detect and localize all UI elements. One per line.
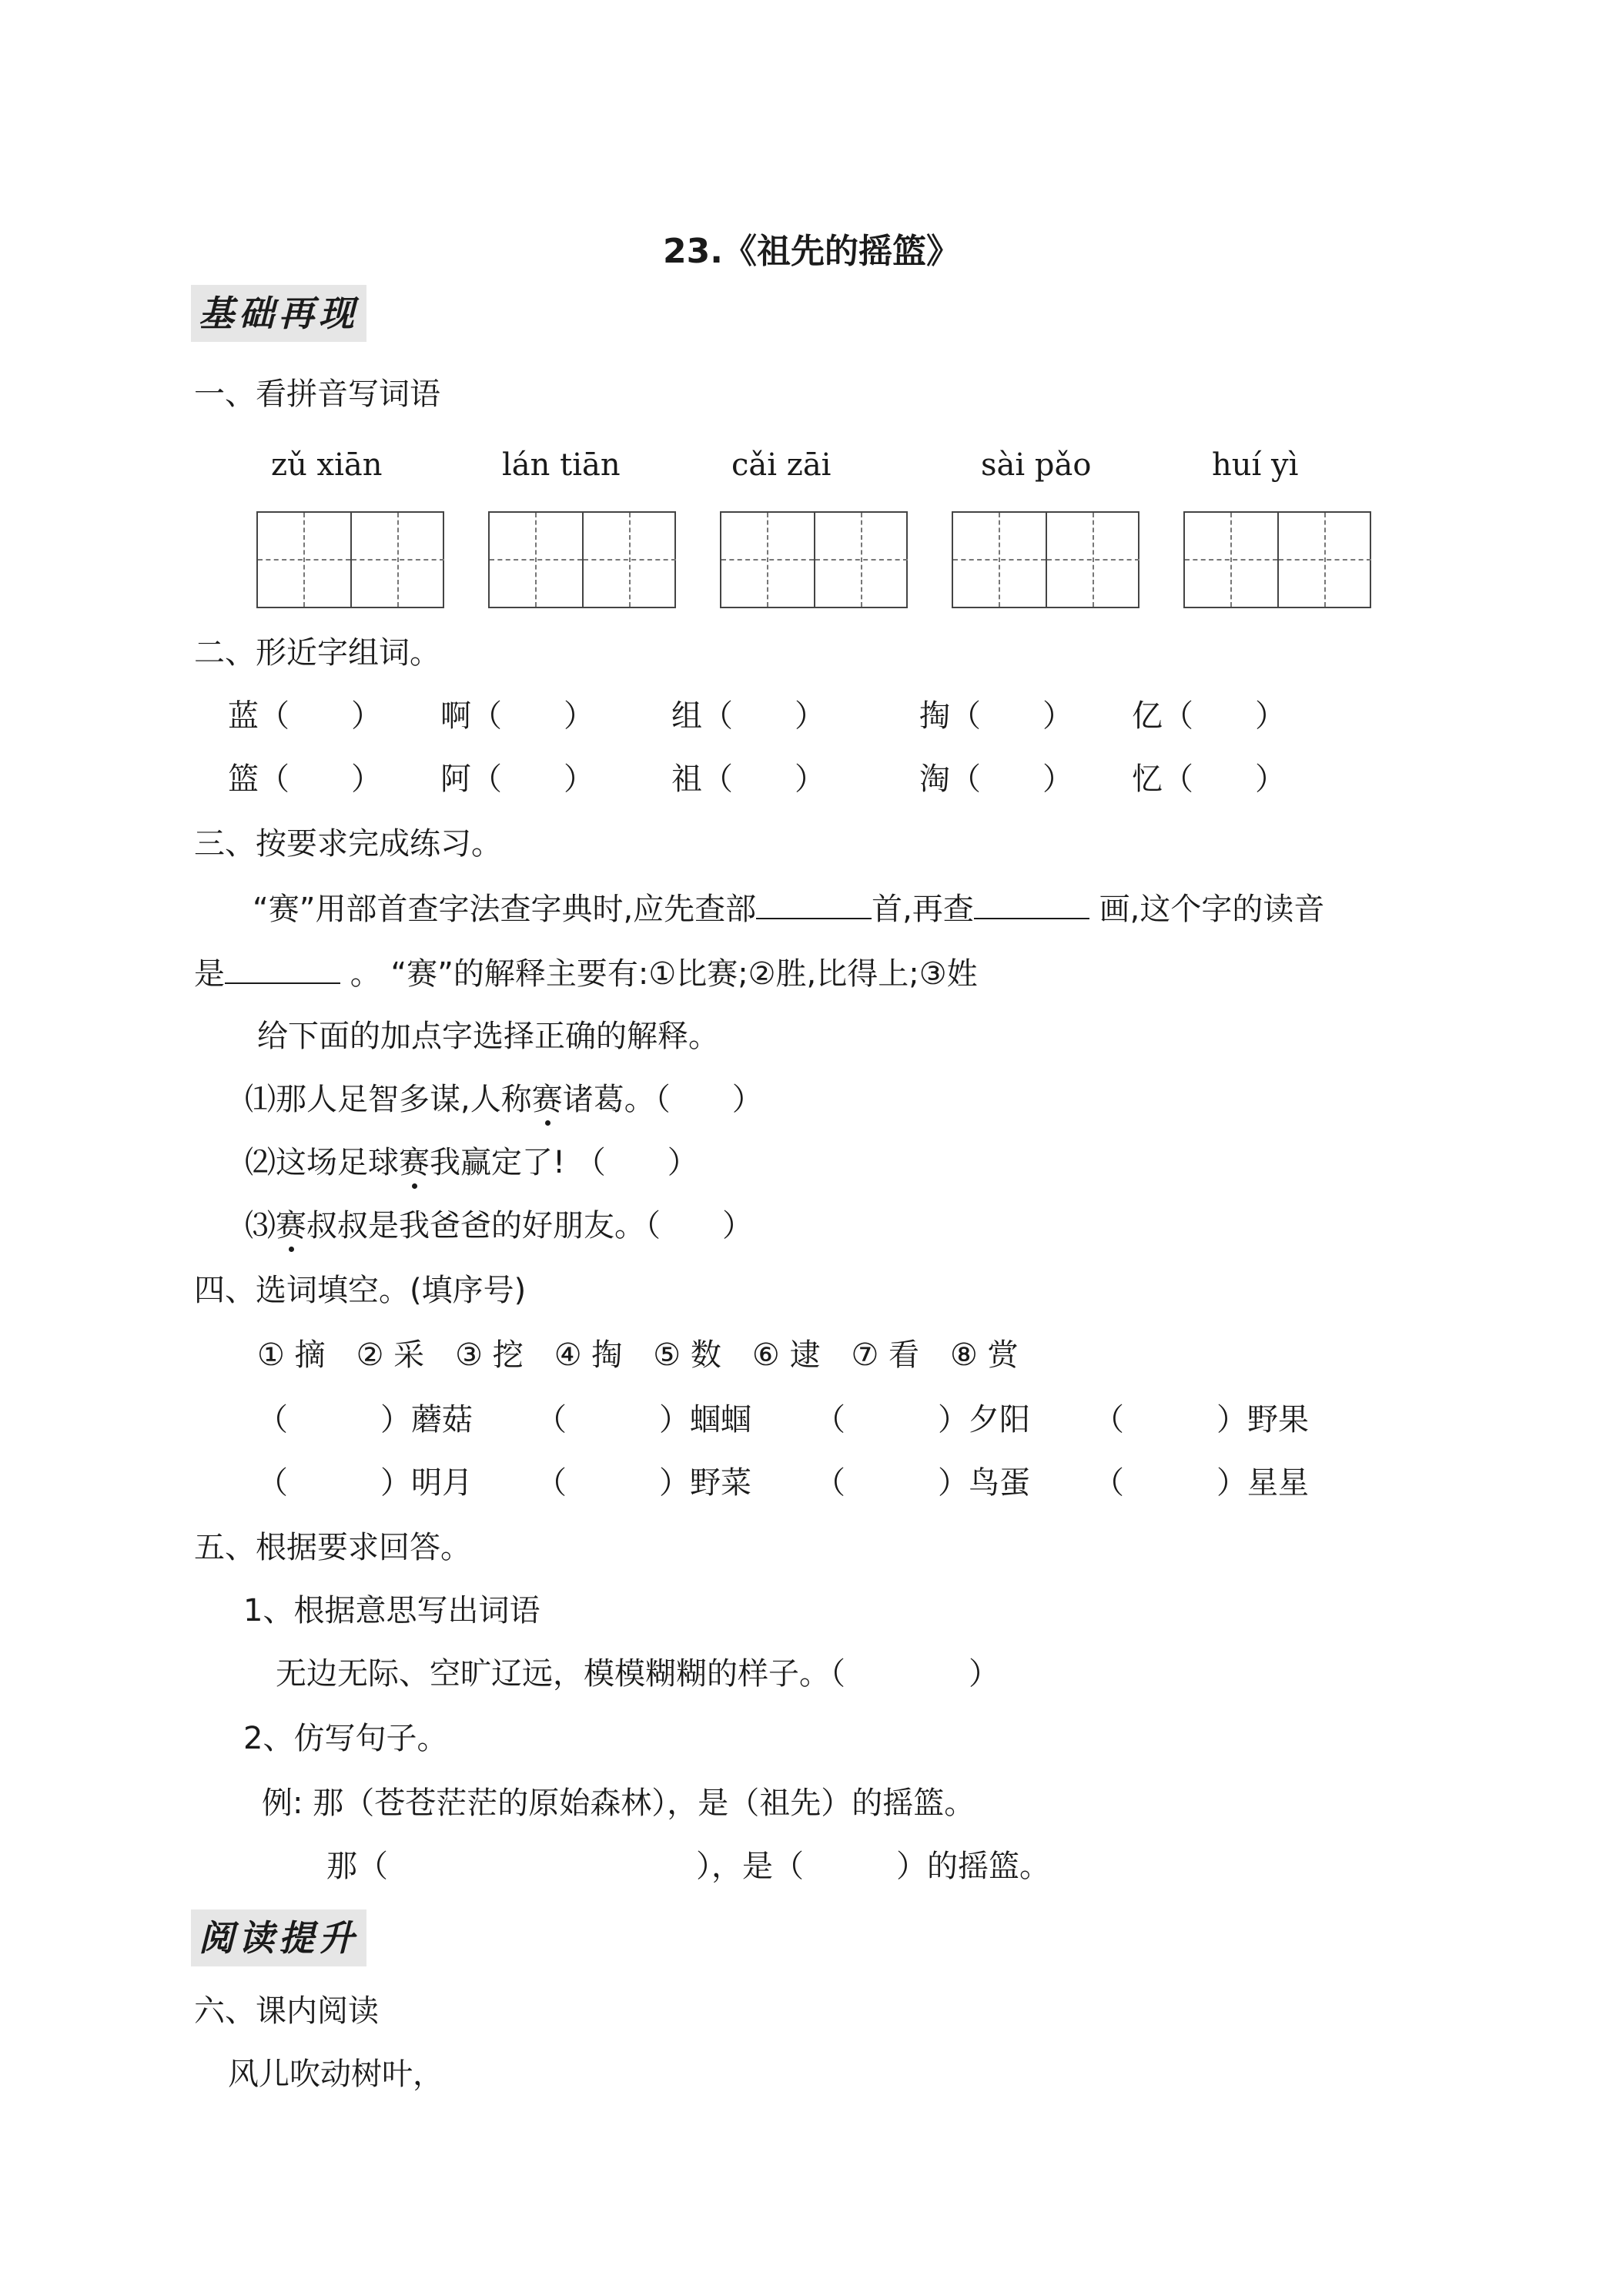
q2-item: 淘（ ） (919, 761, 1073, 797)
sentence-text: ⑶ (245, 1208, 276, 1243)
q4-item: （ ）鸟蛋 (815, 1465, 1030, 1501)
pinyin-4: sài pǎo (981, 447, 1092, 483)
q4-item: （ ）蘑菇 (257, 1402, 473, 1438)
q3-line2-text: 。 “赛”的解释主要有:①比赛;②胜,比得上;③姓 (340, 956, 978, 992)
q4-heading: 四、选词填空。(填序号) (194, 1273, 527, 1308)
sentence-text: 诸葛。（ ） (562, 1082, 763, 1117)
answer-blank[interactable] (974, 889, 1089, 919)
q3-line1-text: 首,再查 (872, 892, 974, 927)
q3-sentence-1 (245, 1079, 763, 1120)
pinyin-2: lán tiān (502, 447, 621, 483)
sentence-text: 叔叔是我爸爸的好朋友。（ ） (306, 1208, 753, 1243)
q4-item: （ ）野菜 (536, 1465, 751, 1501)
q5-heading: 五、根据要求回答。 (194, 1530, 471, 1565)
q2-item: 忆（ ） (1132, 761, 1286, 797)
q2-item: 啊（ ） (440, 698, 594, 734)
q5-sub1: 1、根据意思写出词语 (243, 1593, 540, 1628)
answer-blank[interactable] (756, 889, 872, 919)
q5-fill-sentence: 那（ ），是（ ）的摇篮。 (326, 1849, 1050, 1884)
q2-item: 掏（ ） (919, 698, 1073, 734)
q3-sentence-3 (245, 1206, 753, 1246)
q2-item: 阿（ ） (440, 761, 594, 797)
q4-item: （ ）夕阳 (815, 1402, 1030, 1438)
q2-item: 蓝（ ） (228, 698, 382, 734)
q2-heading: 二、形近字组词。 (194, 635, 440, 671)
writing-grid-1[interactable] (256, 511, 444, 608)
pinyin-1: zǔ xiān (271, 447, 383, 483)
writing-grid-4[interactable] (952, 511, 1139, 608)
pinyin-5: huí yì (1212, 447, 1299, 483)
pinyin-3: cǎi zāi (731, 447, 832, 483)
q4-options: ① 摘 ② 采 ③ 挖 ④ 掏 ⑤ 数 ⑥ 逮 ⑦ 看 ⑧ 赏 (257, 1337, 1019, 1373)
dotted-character: 赛 (276, 1206, 306, 1246)
sentence-text: 我赢定了! （ ） (430, 1145, 698, 1180)
writing-grid-5[interactable] (1183, 511, 1371, 608)
page-title: 23.《祖先的摇篮》 (663, 232, 960, 271)
q6-line1: 风儿吹动树叶， (228, 2057, 443, 2092)
q4-item: （ ）星星 (1093, 1465, 1309, 1501)
q6-heading: 六、课内阅读 (194, 1993, 379, 2029)
q2-item: 篮（ ） (228, 761, 382, 797)
q4-item: （ ）明月 (257, 1465, 473, 1501)
answer-blank[interactable] (225, 953, 340, 984)
q2-item: 亿（ ） (1132, 698, 1286, 734)
q5-sub2: 2、仿写句子。 (243, 1721, 448, 1756)
q4-item: （ ）蝈蝈 (536, 1402, 751, 1438)
writing-grid-3[interactable] (720, 511, 908, 608)
q3-line1-text: “赛”用部首查字法查字典时,应先查部 (253, 892, 757, 927)
section-badge-reading: 阅读提升 (191, 1909, 366, 1966)
q3-instruction: 给下面的加点字选择正确的解释。 (257, 1019, 719, 1054)
sentence-text: ⑴那人足智多谋,人称 (245, 1082, 532, 1117)
q5-example: 例: 那（苍苍茫茫的原始森林），是（祖先）的摇篮。 (262, 1786, 975, 1821)
q3-line1-text: 画,这个字的读音 (1089, 892, 1325, 927)
q2-item: 组（ ） (671, 698, 825, 734)
q5-sub1-text: 无边无际、空旷辽远，模模糊糊的样子。（ ） (276, 1656, 999, 1692)
dotted-character: 赛 (399, 1143, 430, 1183)
sentence-text: ⑵这场足球 (245, 1145, 399, 1180)
section-badge-basics: 基础再现 (191, 285, 366, 342)
writing-grid-2[interactable] (488, 511, 676, 608)
q1-heading: 一、看拼音写词语 (194, 377, 440, 412)
q3-heading: 三、按要求完成练习。 (194, 826, 502, 862)
q3-line2-text: 是 (194, 956, 225, 992)
q2-item: 祖（ ） (671, 761, 825, 797)
dotted-character: 赛 (532, 1079, 563, 1120)
q3-sentence-2 (245, 1143, 698, 1183)
q3-line1 (253, 889, 1324, 929)
q4-item: （ ）野果 (1093, 1402, 1309, 1438)
q3-line2 (194, 953, 978, 994)
